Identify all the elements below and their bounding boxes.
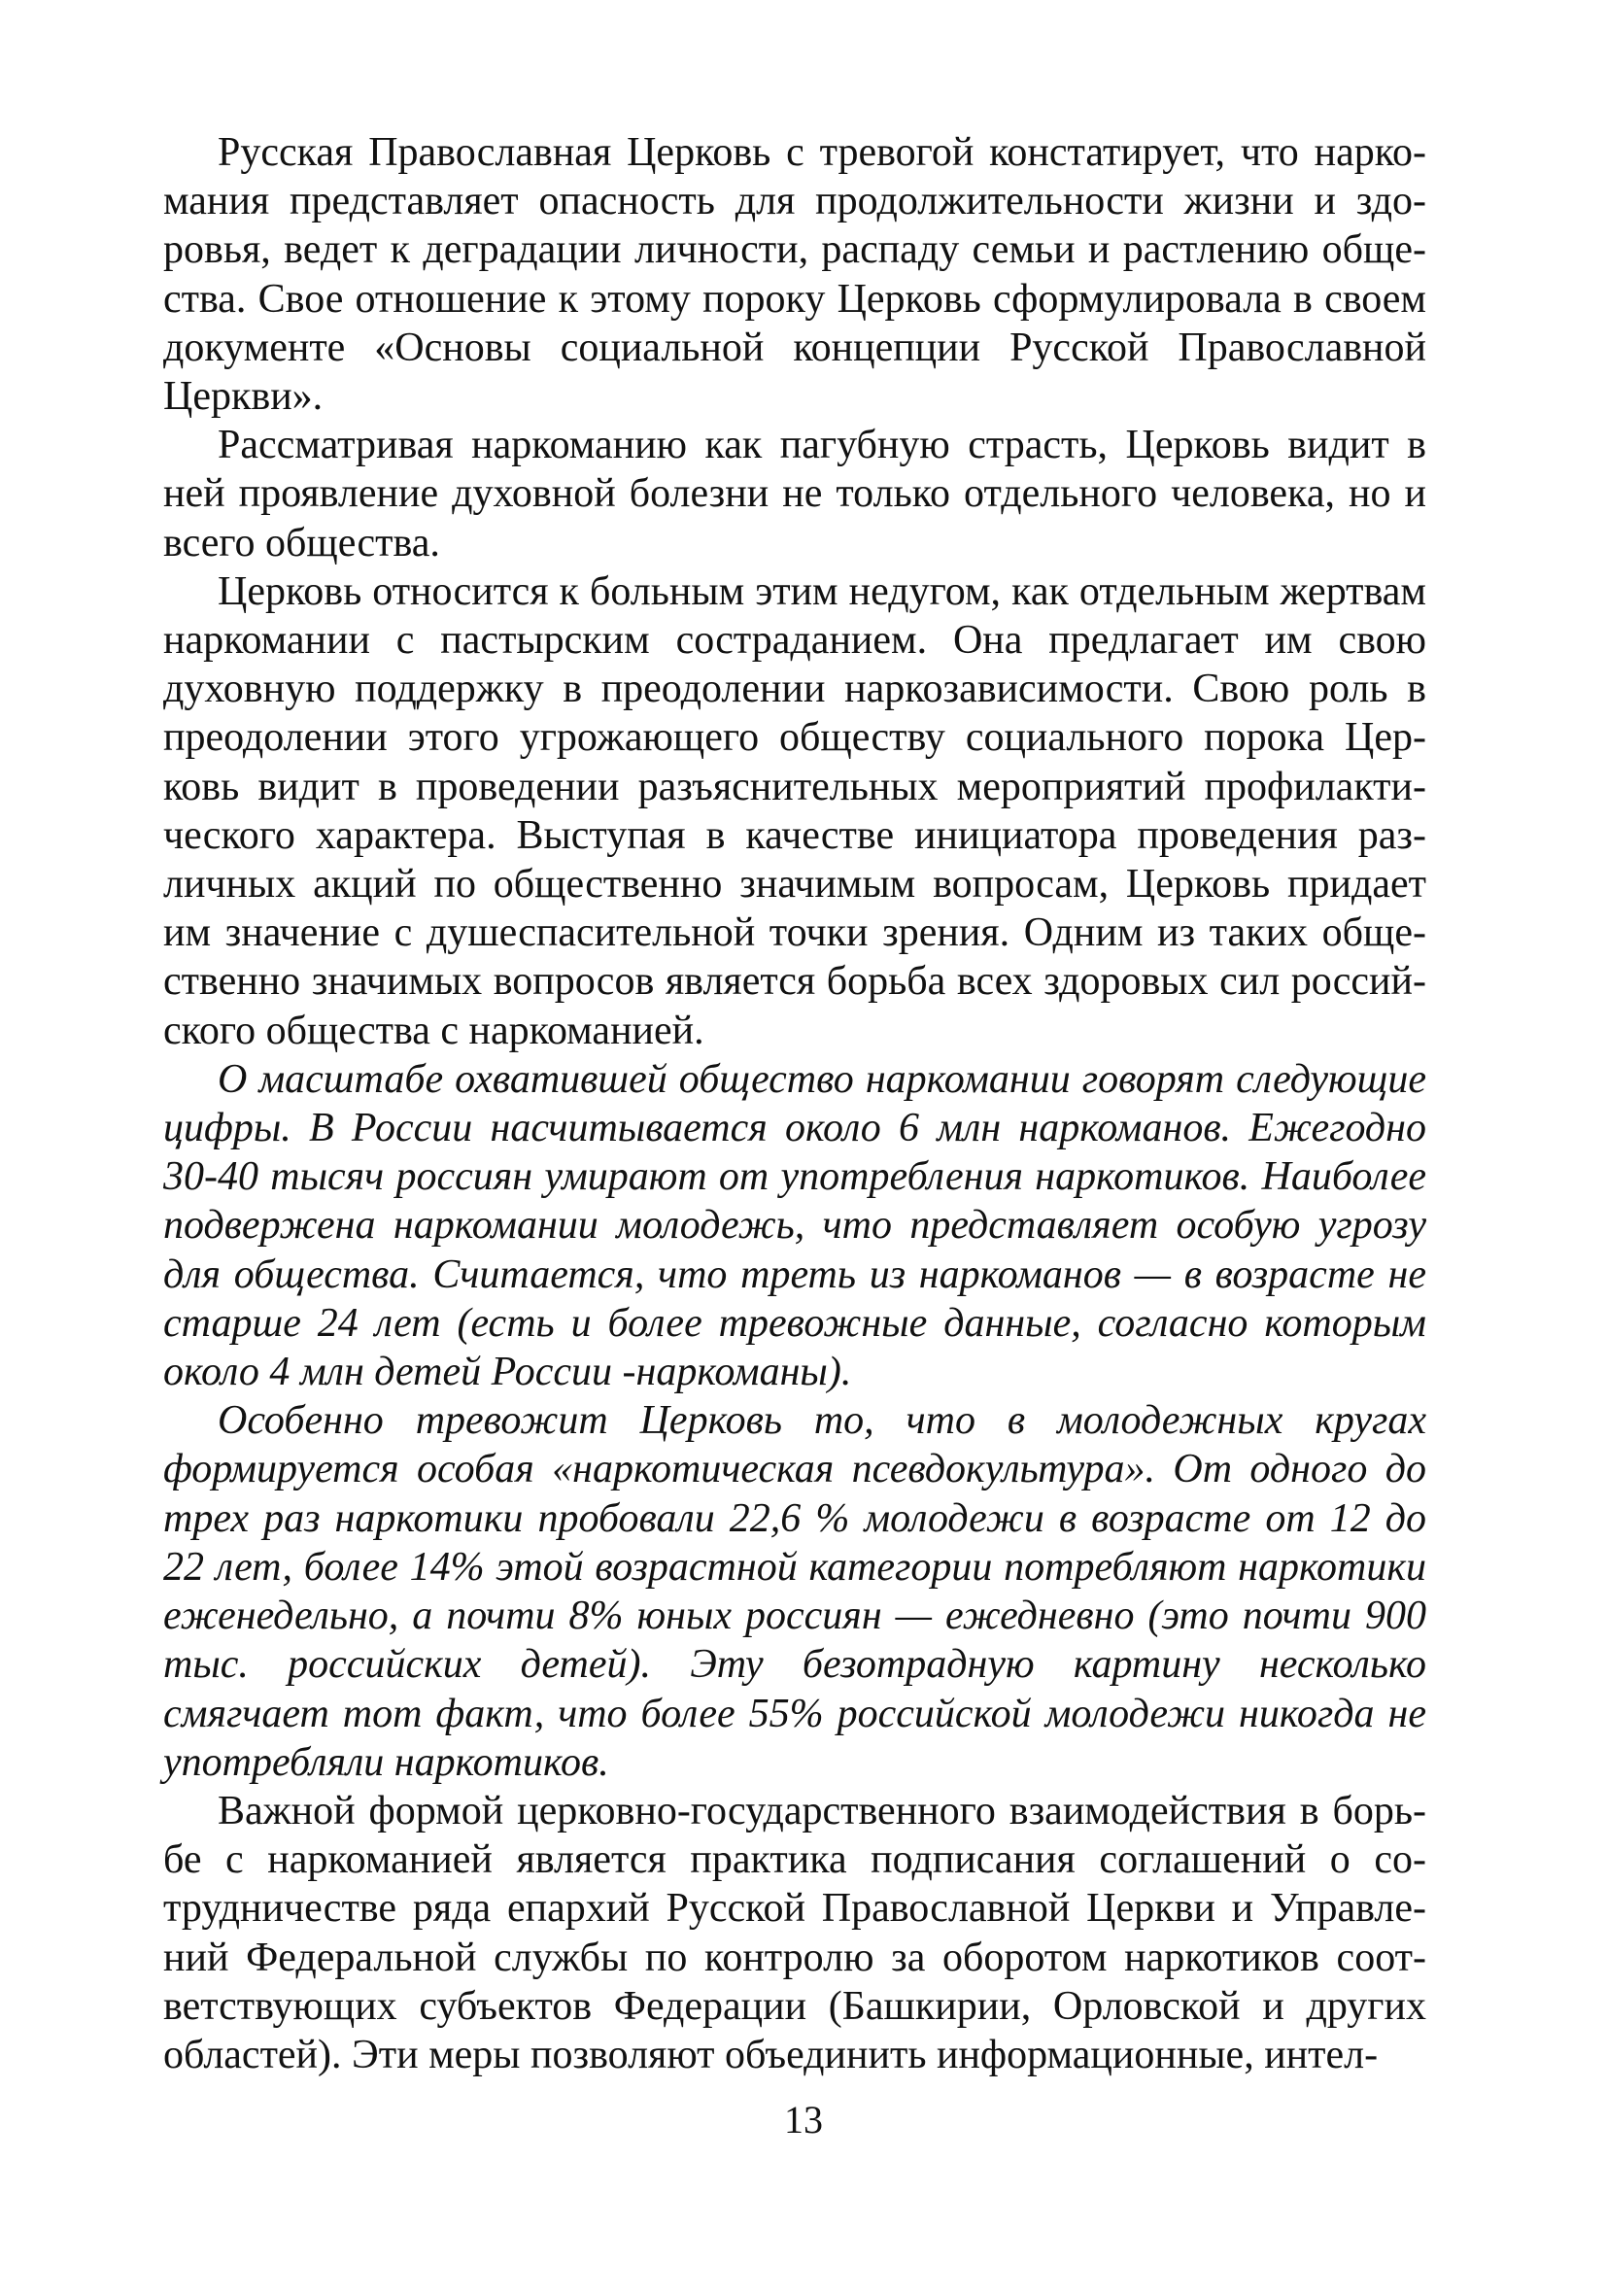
paragraph-spiritual-disease: Рассматривая наркоманию как пагубную страсть, Церковь видит в ней проявление духовной болезни не только отдельного человека, но и всего общества. <box>163 423 1426 565</box>
paragraph-pastoral-compassion: Церковь относится к больным этим недугом, как отдельным жертвам наркомании с пастырским состраданием. Она предлагает им свою духовную поддержку в преодолении наркозависимости. Свою роль в преодолении этого угрожающего обществу социального порока Церковь видит в проведении разъяснительных мероприятий профилактического характера. Выступая в качестве инициатора проведения различных акций по общественно значимым вопросам, Церковь придает им значение с душеспасительной точки зрения. Одним из таких общественно значимых вопросов является борьба всех здоровых сил российского общества с наркоманией. <box>163 568 1426 1053</box>
paragraph-church-concern: Русская Православная Церковь с тревогой констатирует, что наркомания представляет опасность для продолжительности жизни и здоровья, ведет к деградации личности, распаду семьи и растлению общества. Свое отношение к этому пороку Церковь сформулировала в своем документе «Основы социальной концепции Русской Православной Церкви». <box>163 130 1426 420</box>
paragraph-statistics-youth: Особенно тревожит Церковь то, что в молодежных кругах формируется особая «наркотическая псевдокультура». От одного до трех раз наркотики пробовали 22,6 % молодежи в возрасте от 12 до 22 лет, более 14% этой возрастной категории потребляют наркотики еженедельно, а почти 8% юных россиян — ежедневно (это почти 900 тыс. российских детей). Эту безотрадную картину несколько смягчает тот факт, что более 55% российской молодежи никогда не употребляли наркотиков. <box>163 1398 1426 1785</box>
paragraph-statistics-scale: О масштабе охватившей общество наркомании говорят следующие цифры. В России насчитывается около 6 млн наркоманов. Ежегодно 30-40 тысяч россиян умирают от употребления наркотиков. Наиболее подвержена наркомании молодежь, что представляет особую угрозу для общества. Считается, что треть из наркоманов — в возрасте не старше 24 лет (есть и более тревожные данные, согласно которым около 4 млн детей России -наркоманы). <box>163 1056 1426 1395</box>
page-number: 13 <box>784 2098 823 2142</box>
paragraph-church-state-cooperation: Важной формой церковно-государственного взаимодействия в борьбе с наркоманией является практика подписания соглашений о сотрудничестве ряда епархий Русской Православной Церкви и Управлений Федеральной службы по контролю за оборотом наркотиков соответствующих субъектов Федерации (Башкирии, Орловской и других областей). Эти меры позволяют объединить информационные, интел- <box>163 1788 1426 2077</box>
body-text <box>163 128 1426 2079</box>
